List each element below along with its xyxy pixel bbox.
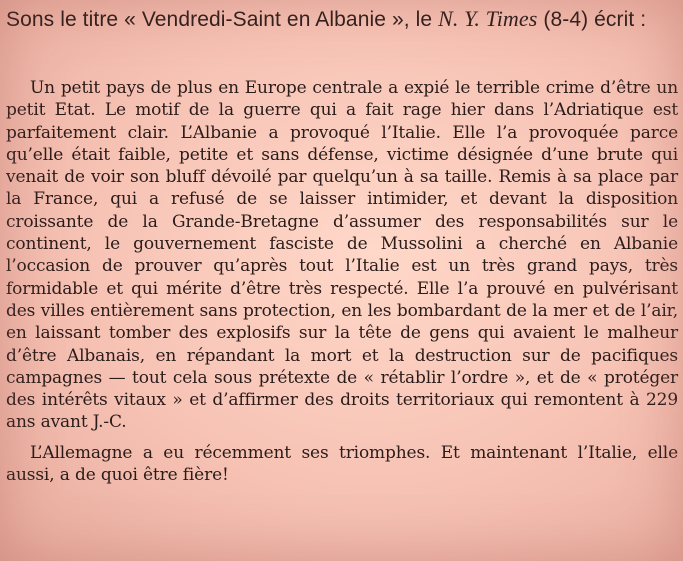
intro-suffix: (8-4) écrit : [537, 8, 647, 31]
intro-prefix: Sons le titre « Vendredi-Saint en Albanie », le [6, 8, 439, 31]
article-paragraph-1: Un petit pays de plus en Europe centrale a expié le terrible crime d’être un petit Etat. Le motif de la guerre qui a fait rage hier dans l’Adriatique est parfaitement clair. L’Albanie a provoqué l’Italie. Elle l’a provoquée parce qu’elle était faible, petite et sans défense, victime désignée d’une brute qui venait de voir son bluff dévoilé par quelqu’un à sa taille. Remis à sa place par la France, qui a refusé de se laisser intimider, et devant la disposition croissante de la Grande-Bretagne d’assumer des responsabilités sur le continent, le gouvernement fasciste de Mussolini a cherché en Albanie l’occasion de prouver qu’après tout l’Italie est un très grand pays, très formidable et qui mérite d’être très respecté. Elle l’a prouvé en pulvérisant des villes entièrement sans protection, en les bombardant de la mer et de l’air, en laissant tomber des explosifs sur la tête de gens qui avaient le malheur d’être Albanais, en répandant la mort et la destruction sur de pacifiques campagnes — tout cela sous prétexte de « rétablir l’ordre », et de « protéger des intérêts vitaux » et d’affirmer des droits territoriaux qui remontent à 229 ans avant J.-C. [6, 78, 678, 433]
quoted-article [6, 77, 678, 486]
intro-line [6, 6, 678, 33]
article-paragraph-2: L’Allemagne a eu récemment ses triomphes. Et maintenant l’Italie, elle aussi, a de quoi être fière! [6, 442, 678, 486]
newspaper-name: N. Y. Times [438, 6, 538, 31]
